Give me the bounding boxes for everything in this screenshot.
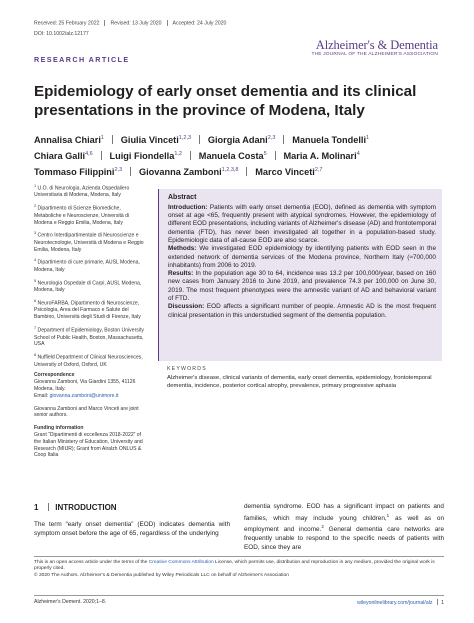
license-link[interactable]: Creative Commons Attribution xyxy=(148,560,214,565)
introduction-heading xyxy=(34,503,117,512)
author xyxy=(208,135,276,145)
correspondence xyxy=(34,372,144,399)
affiliation-number: 7 xyxy=(34,326,37,331)
abstract-results-text: In the population age 30 to 64, incidence was 13.2 per 100,000/year, based on 160 new cases from January 2016 to June 2019, and prevalence 74.3 per 100,000 on June 30, 2019. The most frequent phenotypes were the amnestic variant of AD and behavioral variant of FTD. xyxy=(168,270,436,303)
author-name: Manuela Costa xyxy=(198,151,264,162)
affiliation-number: 6 xyxy=(34,299,37,303)
author-affiliation-ref[interactable]: 5 xyxy=(263,151,267,158)
license-text xyxy=(34,560,444,573)
author-affiliation-ref[interactable]: 2,3 xyxy=(114,167,123,174)
author-name: Chiara Galli xyxy=(34,151,86,162)
author-name: Giovanna Zamboni xyxy=(138,167,222,178)
affiliation-number: 4 xyxy=(34,258,37,263)
citation-ref[interactable]: 1 xyxy=(386,512,390,518)
affiliation-number: 2 xyxy=(34,204,37,209)
author xyxy=(292,135,369,145)
license-text-start: This is an open access article under the terms of the xyxy=(34,560,149,565)
author xyxy=(34,151,93,161)
author-divider xyxy=(112,135,113,144)
affiliation-text: Dipartimento di cure primarie, AUSL Modena, Modena, Italy xyxy=(34,260,140,273)
affiliations-column xyxy=(34,183,144,465)
keywords xyxy=(167,366,443,390)
journal-url[interactable]: wileyonlinelibrary.com/journal/alz xyxy=(357,600,433,606)
author xyxy=(34,135,104,145)
abstract-introduction-text: Patients with early onset dementia (EOD), defined as dementia with symptom onset at age <65, frequently present with atypical syndromes. However, the epidemiology of different EOD presentations, including variants of Alzheimer's disease (AD) and frontotemporal dementia (FTD), has never been investigated all together in a population-based study. Epidemiologic data of all-cause EOD are also scarce. xyxy=(168,203,436,244)
author-affiliation-ref[interactable]: 2,3 xyxy=(267,135,276,141)
body-text: as well as on employment and income. xyxy=(244,514,445,534)
divider xyxy=(48,503,49,511)
author-affiliation-ref[interactable]: 1,2 xyxy=(174,151,182,158)
affiliation-text: Neurologia Ospedale di Carpi, AUSL Modena, Modena, Italy xyxy=(34,280,142,294)
affiliation-text: U.O. di Neurologia, Azienda Ospedaliero Universitaria di Modena, Modena, Italy xyxy=(34,185,130,199)
affiliation xyxy=(34,257,144,273)
footer-citation: Alzheimer's Dement. 2020;1–8. xyxy=(34,599,107,605)
correspondence-email xyxy=(34,393,144,400)
correspondence-heading: Correspondence xyxy=(34,372,75,379)
author-affiliation-ref[interactable]: 1,2,3,8 xyxy=(221,167,239,174)
author-affiliation-ref[interactable]: 4,6 xyxy=(85,151,93,158)
author xyxy=(139,167,239,177)
divider xyxy=(167,20,168,26)
author xyxy=(121,135,191,145)
affiliation-number: 5 xyxy=(34,278,37,283)
author-name: Maria A. Molinari xyxy=(283,151,357,162)
section-label: RESEARCH ARTICLE xyxy=(34,55,130,64)
page-number: 1 xyxy=(441,600,444,606)
affiliation xyxy=(34,325,144,348)
affiliation xyxy=(34,278,144,294)
author-name: Annalisa Chiari xyxy=(34,135,101,146)
abstract-discussion-text: EOD affects a significant number of people. Amnestic AD is the most frequent clinical presentation in this understudied segment of the dementia population. xyxy=(168,303,436,319)
copyright: © 2020 The Authors. Alzheimer's & Dementia published by Wiley Periodicals LLC on behalf of Alzheimer's Association xyxy=(34,572,289,578)
affiliation-text: Department of Epidemiology, Boston University School of Public Health, Boston, Massachusetts, USA xyxy=(34,327,144,348)
affiliation-text: Centro Interdipartimentale di Neuroscienze e Neurotecnologie, Università di Modena e Reggio Emilia, Modena, Italy xyxy=(34,233,144,253)
author-name: Luigi Fiondella xyxy=(109,151,175,162)
abstract-methods-label: Methods: xyxy=(168,245,197,253)
abstract-heading: Abstract xyxy=(168,194,197,201)
affiliation-list xyxy=(34,183,144,368)
abstract-discussion xyxy=(168,303,436,320)
author xyxy=(34,167,122,177)
abstract-methods-text: We investigated EOD epidemiology by identifying patients with EOD seen in the extended network of dementia services of the Modena province, Northern Italy (≈700,000 inhabitants) from 2006 to 2019. xyxy=(168,245,436,269)
accepted-date: Accepted: 24 July 2020 xyxy=(172,20,227,27)
author-affiliation-ref[interactable]: 4 xyxy=(356,151,360,158)
journal-subtitle: THE JOURNAL OF THE ALZHEIMER'S ASSOCIATION xyxy=(311,52,438,57)
author-divider xyxy=(130,167,131,176)
footer-right xyxy=(357,599,444,606)
author-affiliation-ref[interactable]: 1 xyxy=(100,135,104,141)
page-footer xyxy=(34,595,444,605)
affiliation-text: Nuffield Department of Clinical Neurosciences, University of Oxford, Oxford, UK xyxy=(34,354,143,368)
affiliation-number: 3 xyxy=(34,231,37,236)
abstract-methods xyxy=(168,245,436,270)
article-dates xyxy=(34,20,226,26)
abstract-box xyxy=(158,189,442,361)
divider xyxy=(437,599,438,605)
abstract-results xyxy=(168,270,436,303)
section-title: INTRODUCTION xyxy=(55,503,117,512)
author-divider xyxy=(275,151,276,160)
author-name: Marco Vinceti xyxy=(255,167,315,178)
joint-author-note: Giovanna Zamboni and Marco Vinceti are joint senior authors. xyxy=(34,405,139,419)
author xyxy=(110,151,182,161)
revised-date: Revised: 13 July 2020 xyxy=(110,20,162,27)
affiliation-text: NeuroFARBA, Dipartimento di Neuroscienze, Psicologia, Area del Farmaco e Salute del Bambino, Università degli Studi di Firenze, Italy xyxy=(34,300,141,321)
keywords-heading: KEYWORDS xyxy=(167,366,207,372)
author-affiliation-ref[interactable]: 1,2,3 xyxy=(178,135,192,141)
author xyxy=(284,151,360,161)
author-divider xyxy=(101,151,102,160)
affiliation-number: 8 xyxy=(34,353,37,358)
abstract-results-label: Results: xyxy=(168,270,194,278)
author-affiliation-ref[interactable]: 2,7 xyxy=(314,167,323,174)
affiliation-text: Dipartimento di Scienze Biomediche, Metaboliche e Neuroscienze, Università di Modena e Reggio Emilia, Modena, Italy xyxy=(34,205,130,226)
affiliation xyxy=(34,230,144,253)
doi[interactable]: DOI: 10.1002/alz.12177 xyxy=(34,31,89,37)
citation-ref[interactable]: 2 xyxy=(321,524,324,530)
email-link[interactable]: giovanna.zamboni@unimore.it xyxy=(49,392,119,399)
body-column-right xyxy=(244,503,444,552)
author-divider xyxy=(190,151,191,160)
author-name: Manuela Tondelli xyxy=(292,135,367,146)
section-number: 1 xyxy=(34,503,39,512)
abstract-introduction-label: Introduction: xyxy=(168,203,208,211)
license-notice xyxy=(34,556,444,579)
author xyxy=(199,151,267,161)
author-divider xyxy=(199,135,200,144)
author-divider xyxy=(246,167,247,176)
license-text-end: License, which permits use, distribution and reproduction in any medium, provided the original work is properly cited. xyxy=(34,560,435,572)
divider xyxy=(104,20,105,26)
email-label: Email: xyxy=(34,392,49,399)
author-name: Giulia Vinceti xyxy=(120,135,179,146)
funding xyxy=(34,425,144,459)
affiliation xyxy=(34,203,144,226)
author xyxy=(255,167,322,177)
abstract-introduction xyxy=(168,204,436,245)
author-name: Giorgia Adani xyxy=(207,135,268,146)
body-text: General dementia care networks are frequently unable to respond to the specific needs of patients with EOD, since they are xyxy=(244,526,444,551)
affiliation xyxy=(34,298,144,321)
abstract-discussion-label: Discussion: xyxy=(168,303,205,311)
keywords-text: Alzheimer's disease, clinical variants of dementia, early onset dementia, epidemiology, frontotemporal dementia, incidence, posterior cortical atrophy, prevalence, primary progressive aphasia xyxy=(167,374,432,389)
affiliation xyxy=(34,183,144,199)
body-text: dementia syndrome. EOD has a significant impact on patients and families, which may include young children, xyxy=(244,503,444,522)
author-affiliation-ref[interactable]: 1 xyxy=(366,135,370,141)
correspondence-address: Giovanna Zamboni, Via Giardini 1355, 41126 Modena, Italy. xyxy=(34,379,136,393)
author-name: Tommaso Filippini xyxy=(34,167,115,178)
received-date: Received: 25 February 2022 xyxy=(34,20,100,27)
author-list xyxy=(34,131,444,179)
affiliation xyxy=(34,352,144,368)
journal-name: Alzheimer's & Dementia xyxy=(315,38,438,52)
funding-heading: Funding information xyxy=(34,425,84,432)
journal-logo xyxy=(311,38,438,57)
author-divider xyxy=(283,135,284,144)
article-title: Epidemiology of early onset dementia and its clinical presentations in the province of Modena, Italy xyxy=(34,83,417,119)
affiliation-number: 1 xyxy=(34,184,37,188)
funding-text: Grant “Dipartimenti di eccellenza 2018-2022” of the Italian Ministery of Education, University and Research (MIUR); Grant from Airalzh ONLUS & Coop Italia xyxy=(34,432,143,459)
body-column-left: The term “early onset dementia” (EOD) indicates dementia with symptom onset before the age of 65, regardless of the underlying xyxy=(34,521,230,537)
